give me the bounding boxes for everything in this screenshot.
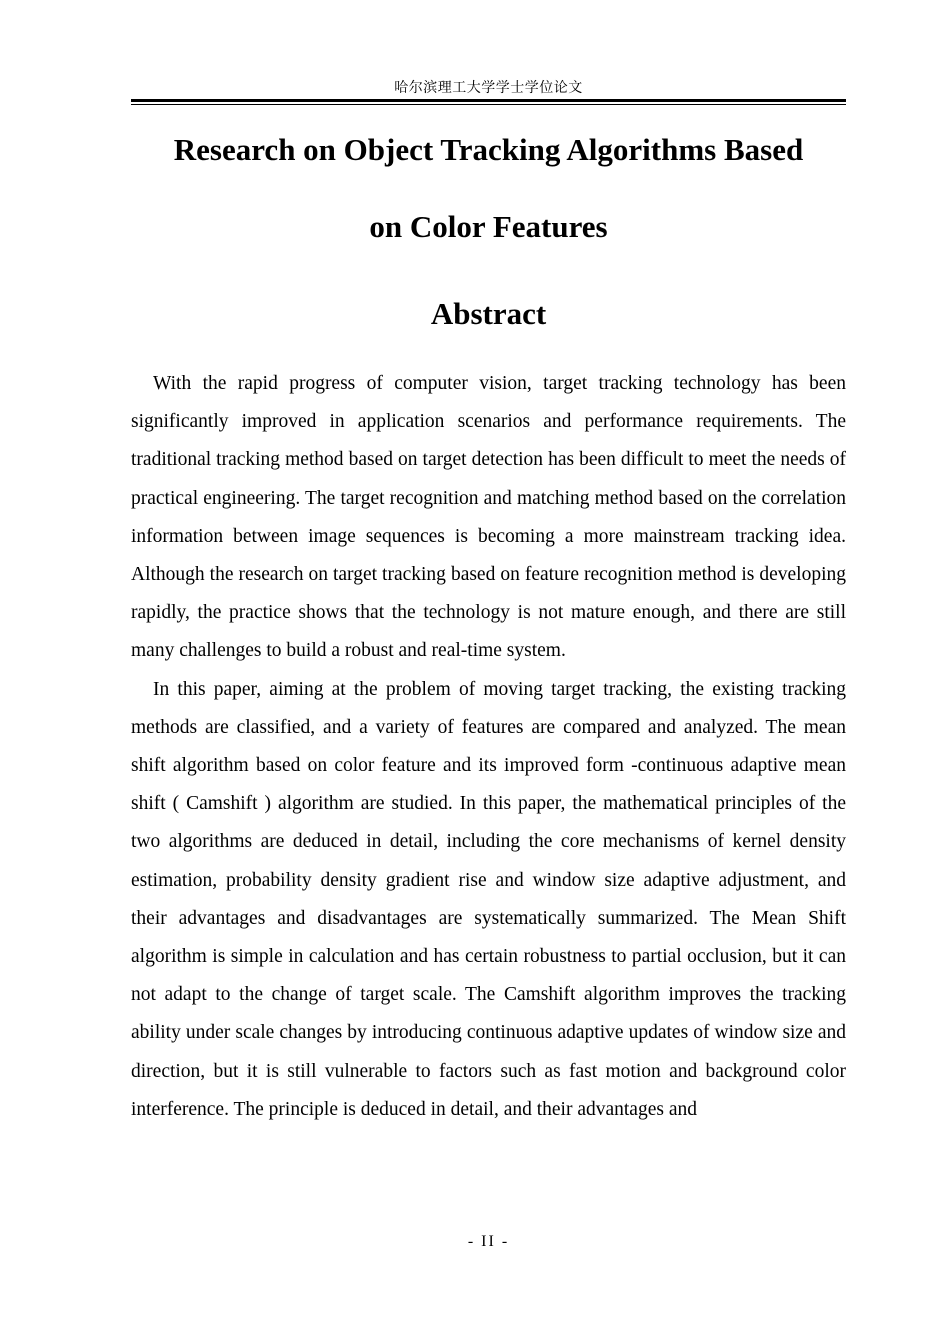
abstract-paragraph-1: With the rapid progress of computer vision, target tracking technology has been significantly improved in application scenarios and performance requirements. The traditional tracking method based on target detection has been difficult to meet the needs of practical engineering. The target recognition and matching method based on the correlation information between image sequences is becoming a more mainstream tracking idea. Although the research on target tracking based on feature recognition method is developing rapidly, the practice shows that the technology is not mature enough, and there are still many challenges to build a robust and real-time system.: [131, 373, 846, 662]
header-rule-thick: [131, 99, 846, 102]
abstract-body: [131, 365, 846, 1129]
thesis-title-line-2: on Color Features: [369, 209, 608, 244]
page-number: - II -: [467, 1233, 510, 1250]
abstract-paragraph-2: In this paper, aiming at the problem of moving target tracking, the existing tracking methods are classified, and a variety of features are compared and analyzed. The mean shift algorithm based on color feature and its improved form -continuous adaptive mean shift ( Camshift ) algorithm are studied. In this paper, the mathematical principles of the two algorithms are deduced in detail, including the core mechanisms of kernel density estimation, probability density gradient rise and window size adaptive adjustment, and their advantages and disadvantages are systematically summarized. The Mean Shift algorithm is simple in calculation and has certain robustness to partial occlusion, but it can not adapt to the change of target scale. The Camshift algorithm improves the tracking ability under scale changes by introducing continuous adaptive updates of window size and direction, but it is still vulnerable to factors such as fast motion and background color interference. The principle is deduced in detail, and their advantages and: [131, 678, 846, 1120]
abstract-heading: Abstract: [430, 296, 547, 331]
header-rule-thin: [131, 104, 846, 105]
running-header: 哈尔滨理工大学学士学位论文: [394, 80, 583, 96]
thesis-title-line-1: Research on Object Tracking Algorithms Based: [173, 132, 804, 167]
